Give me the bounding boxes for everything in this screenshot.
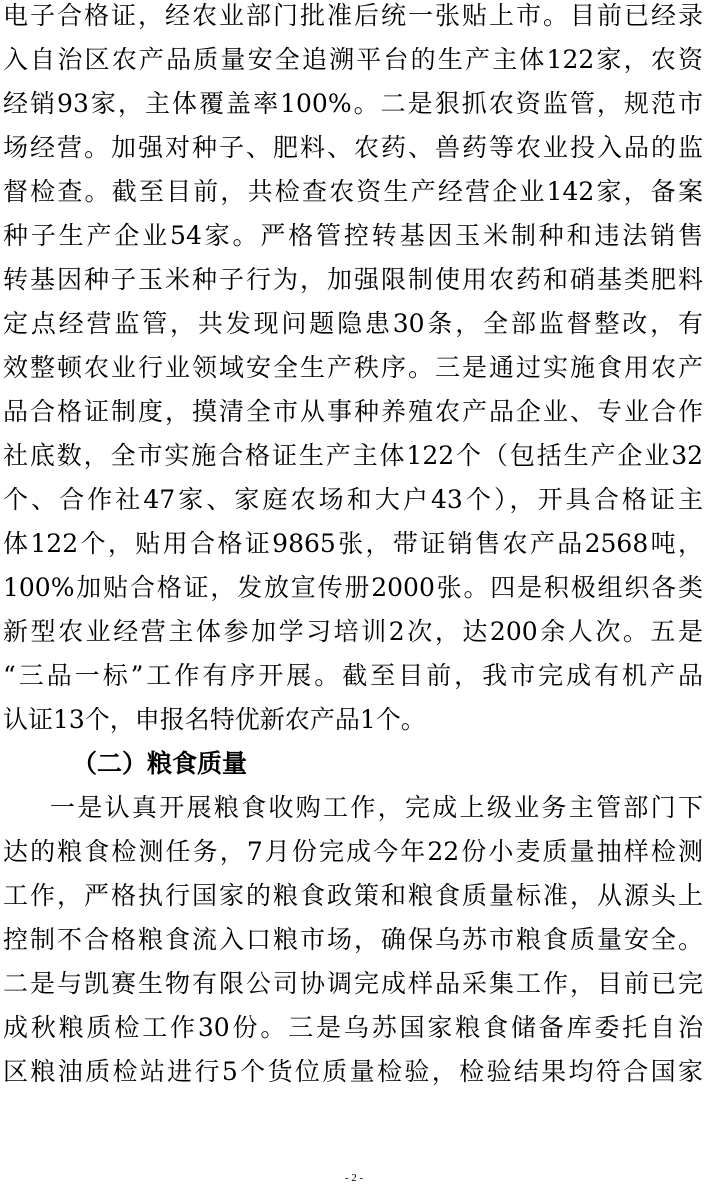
text-line: 种子生产企业54家。严格管控转基因玉米制种和违法销售 xyxy=(3,221,703,250)
text-line: 达的粮食检测任务，7月份完成今年22份小麦质量抽样检测 xyxy=(3,837,703,866)
text-line: 区粮油质检站进行5个货位质量检验，检验结果均符合国家 xyxy=(3,1057,703,1086)
text-line: 控制不合格粮食流入口粮市场，确保乌苏市粮食质量安全。 xyxy=(3,925,703,954)
text-line: 工作，严格执行国家的粮食政策和粮食质量标准，从源头上 xyxy=(3,881,703,910)
text-line: 二是与凯赛生物有限公司协调完成样品采集工作，目前已完 xyxy=(3,969,703,998)
text-line: 品合格证制度，摸清全市从事种养殖农产品企业、专业合作 xyxy=(3,397,703,426)
text-line: 新型农业经营主体参加学习培训2次，达200余人次。五是 xyxy=(3,617,703,646)
text-line: 100%加贴合格证，发放宣传册2000张。四是积极组织各类 xyxy=(3,573,703,602)
text-line: 场经营。加强对种子、肥料、农药、兽药等农业投入品的监 xyxy=(3,133,703,162)
text-line: 定点经营监管，共发现问题隐患30条，全部监督整改，有 xyxy=(3,309,703,338)
text-line: 认证13个，申报名特优新农产品1个。 xyxy=(3,705,426,734)
text-line: 个、合作社47家、家庭农场和大户43个），开具合格证主 xyxy=(3,485,703,514)
text-line: “三品一标”工作有序开展。截至目前，我市完成有机产品 xyxy=(3,661,703,690)
text-line: 成秋粮质检工作30份。三是乌苏国家粮食储备库委托自治 xyxy=(3,1013,703,1042)
text-line: 一是认真开展粮食收购工作，完成上级业务主管部门下 xyxy=(50,793,703,822)
section-heading: （二）粮食质量 xyxy=(72,749,248,778)
text-line: 转基因种子玉米种子行为，加强限制使用农药和硝基类肥料 xyxy=(3,265,703,294)
text-line: 电子合格证，经农业部门批准后统一张贴上市。目前已经录 xyxy=(3,1,703,30)
page-number: - 2 - xyxy=(344,1172,364,1184)
text-line: 督检查。截至目前，共检查农资生产经营企业142家，备案 xyxy=(3,177,703,206)
text-line: 效整顿农业行业领域安全生产秩序。三是通过实施食用农产 xyxy=(3,353,703,382)
text-line: 经销93家，主体覆盖率100%。二是狠抓农资监管，规范市 xyxy=(3,89,703,118)
text-line: 社底数，全市实施合格证生产主体122个（包括生产企业32 xyxy=(3,441,703,470)
text-line: 体122个，贴用合格证9865张，带证销售农产品2568吨， xyxy=(3,529,703,558)
text-line: 入自治区农产品质量安全追溯平台的生产主体122家，农资 xyxy=(3,45,703,74)
